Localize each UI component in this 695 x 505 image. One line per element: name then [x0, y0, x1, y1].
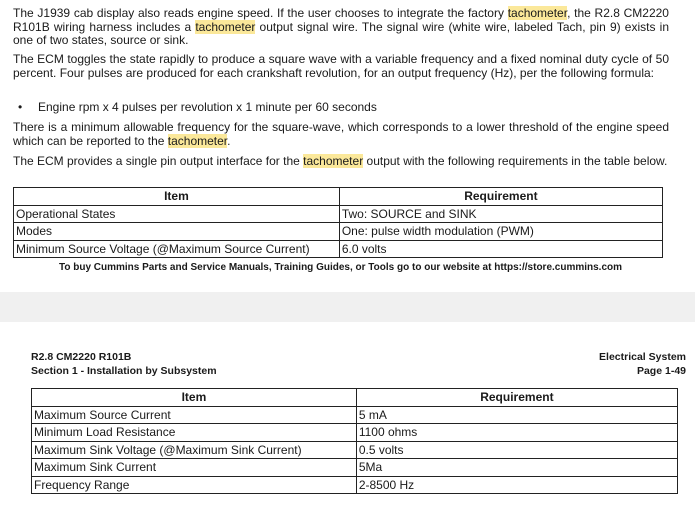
- table-row: [14, 223, 663, 241]
- cell-requirement: 2-8500 Hz: [356, 476, 677, 494]
- text-run: There is a minimum allowable frequency for the square-wave, which corresponds to a lower threshold of the engine speed which can be reported to the: [13, 120, 669, 148]
- text-run: output with the following requirements in the table below.: [363, 154, 668, 168]
- table-header-row: [14, 188, 663, 206]
- highlight-tachometer: tachometer: [507, 6, 568, 20]
- text-run: .: [227, 133, 231, 148]
- paragraph-ecm-square-wave: The ECM toggles the state rapidly to produce a square wave with a variable frequency and a fixed nominal duty cycle of 50 percent. Four pulses are produced for each crankshaft revolution, for an output frequency (Hz), per the following formula:: [13, 52, 669, 80]
- cell-requirement: 5Ma: [356, 459, 677, 477]
- table-header-row: [32, 389, 678, 407]
- table-row: [32, 459, 678, 477]
- table-row: [14, 205, 663, 223]
- page-header-right: [599, 351, 686, 378]
- formula-text: Engine rpm x 4 pulses per revolution x 1 minute per 60 seconds: [38, 100, 377, 114]
- requirements-table-2: [31, 388, 678, 494]
- chapter-title: Electrical System: [599, 351, 686, 363]
- cell-requirement: 6.0 volts: [339, 240, 662, 258]
- highlight-tachometer: tachometer: [195, 19, 256, 34]
- table-row: [32, 406, 678, 424]
- table-row: [32, 441, 678, 459]
- store-footer-note: To buy Cummins Parts and Service Manuals, Training Guides, or Tools go to our website at https://store.cummins.com: [58, 262, 623, 273]
- text-run: , the R2.8 CM2220 R101B wiring harness includes a: [13, 6, 669, 34]
- cell-requirement: 0.5 volts: [356, 441, 677, 459]
- manual-title: R2.8 CM2220 R101B: [31, 351, 132, 363]
- text-run: output signal wire. The signal wire (white wire, labeled Tach, pin 9) exists in one of two states, source or sink.: [13, 19, 669, 47]
- cell-item: Maximum Sink Current: [32, 459, 357, 477]
- text-run: The J1939 cab display also reads engine speed. If the user chooses to integrate the factory: [13, 6, 508, 20]
- cell-requirement: 5 mA: [356, 406, 677, 424]
- header-requirement: Requirement: [356, 389, 677, 407]
- cell-item: Maximum Source Current: [32, 406, 357, 424]
- formula-bullet: [18, 101, 377, 115]
- cell-requirement: 1100 ohms: [356, 424, 677, 442]
- cell-requirement: One: pulse width modulation (PWM): [339, 223, 662, 241]
- header-item: Item: [32, 389, 357, 407]
- paragraph-output-interface: [13, 155, 669, 169]
- paragraph-j1939-display: [13, 7, 669, 48]
- requirements-table-1: [13, 187, 663, 258]
- cell-item: Operational States: [14, 205, 340, 223]
- page-header-left: [31, 351, 217, 378]
- highlight-tachometer: tachometer: [303, 154, 364, 168]
- cell-requirement: Two: SOURCE and SINK: [339, 205, 662, 223]
- cell-item: Minimum Source Voltage (@Maximum Source Current): [14, 240, 340, 258]
- table-row: [14, 240, 663, 258]
- header-item: Item: [14, 188, 340, 206]
- paragraph-minimum-frequency: [13, 121, 669, 148]
- cell-item: Maximum Sink Voltage (@Maximum Sink Current): [32, 441, 357, 459]
- text-run: The ECM provides a single pin output interface for the: [13, 154, 304, 168]
- cell-item: Frequency Range: [32, 476, 357, 494]
- cell-item: Modes: [14, 223, 340, 241]
- highlight-tachometer: tachometer: [167, 133, 228, 148]
- section-title: Section 1 - Installation by Subsystem: [31, 364, 217, 377]
- cell-item: Minimum Load Resistance: [32, 424, 357, 442]
- bullet-icon: •: [18, 100, 23, 114]
- table-row: [32, 424, 678, 442]
- header-requirement: Requirement: [339, 188, 662, 206]
- table-row: [32, 476, 678, 494]
- page-number: Page 1-49: [636, 364, 686, 377]
